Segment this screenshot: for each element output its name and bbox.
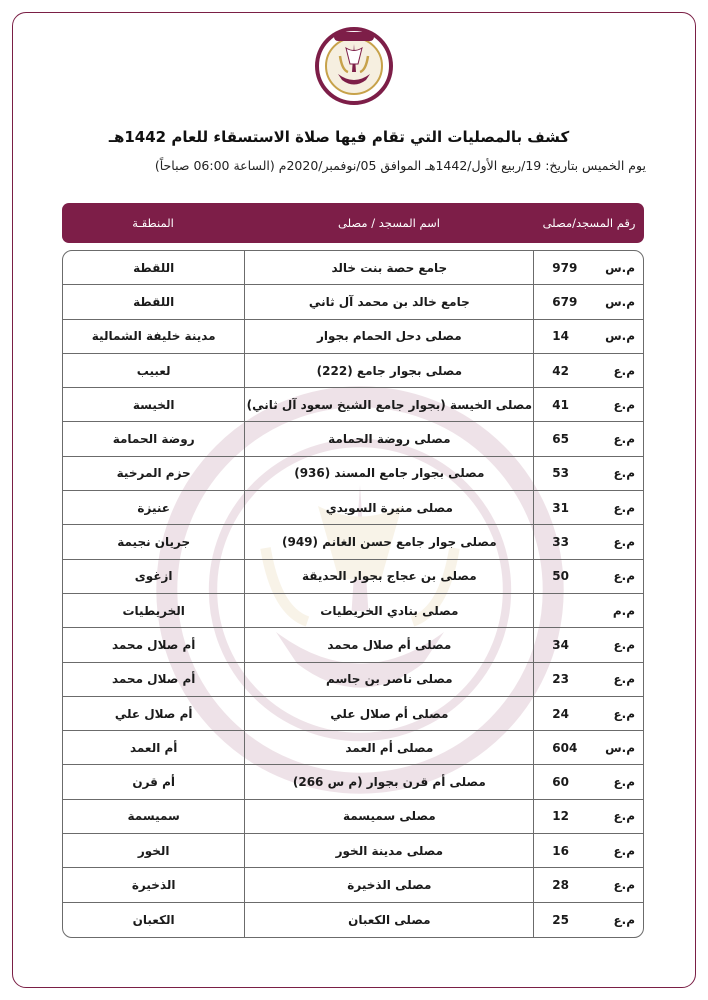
area-name: عنيزة	[137, 500, 170, 515]
table-body	[62, 250, 644, 938]
cell-id	[533, 491, 643, 524]
mosque-number: 41	[552, 397, 569, 412]
table-row	[63, 560, 643, 594]
mosque-type: م.ع	[613, 466, 635, 481]
column-header-id: رقم المسجد/مصلى	[542, 216, 636, 230]
cell-id	[533, 663, 643, 696]
cell-id	[533, 594, 643, 627]
mosque-name: جامع خالد بن محمد آل ثاني	[244, 285, 533, 318]
mosque-number: 31	[552, 500, 569, 515]
table-row	[63, 868, 643, 902]
area-name: لعبيب	[136, 363, 171, 378]
table-row	[63, 251, 643, 285]
cell-id	[533, 903, 643, 937]
mosque-type: م.ع	[613, 432, 635, 447]
mosque-name: مصلى أم العمد	[244, 731, 533, 764]
area-name: الخريطيات	[122, 603, 185, 618]
mosque-number: 34	[552, 637, 569, 652]
area-name: أم صلال محمد	[111, 637, 196, 652]
area-name: اللقطة	[133, 260, 175, 275]
mosque-number: 33	[552, 535, 569, 550]
mosque-number: 23	[552, 672, 569, 687]
table-row	[63, 422, 643, 456]
mosque-number: 53	[552, 466, 569, 481]
area-name: الكعبان	[132, 912, 175, 927]
table-row	[63, 800, 643, 834]
table-row	[63, 594, 643, 628]
cell-id	[533, 628, 643, 661]
area-name: أم العمد	[129, 740, 178, 755]
area-name: اللقطة	[133, 294, 175, 309]
table-row	[63, 903, 643, 937]
mosque-name: مصلى بن عجاج بجوار الحديقة	[244, 560, 533, 593]
mosque-name: مصلى بنادي الخريطيات	[244, 594, 533, 627]
mosque-type: م.ع	[613, 912, 635, 927]
cell-id	[533, 354, 643, 387]
mosque-name: مصلى ناصر بن جاسم	[244, 663, 533, 696]
date-subtitle: يوم الخميس بتاريخ: 19/ربيع الأول/1442هـ الموافق 05/نوفمبر/2020م (الساعة 06:00 صباحاً)	[154, 158, 646, 173]
mosque-number: 50	[552, 569, 569, 584]
mosque-name: مصلى الذخيرة	[244, 868, 533, 901]
mosque-name: مصلى أم صلال محمد	[244, 628, 533, 661]
mosque-type: م.ع	[613, 843, 635, 858]
mosque-number: 16	[552, 843, 569, 858]
cell-id	[533, 560, 643, 593]
mosque-type: م.ع	[613, 363, 635, 378]
mosque-type: م.ع	[613, 775, 635, 790]
table-header	[62, 203, 644, 243]
column-header-name: اسم المسجد / مصلى	[338, 216, 440, 230]
area-name: الخيسة	[132, 397, 175, 412]
mosque-type: م.ع	[613, 637, 635, 652]
mosque-number: 28	[552, 877, 569, 892]
mosque-type: م.ع	[613, 569, 635, 584]
mosque-number: 14	[552, 329, 569, 344]
cell-id	[533, 765, 643, 798]
mosque-name: مصلى الكعبان	[244, 903, 533, 937]
table-row	[63, 491, 643, 525]
mosque-type: م.ع	[613, 877, 635, 892]
cell-id	[533, 525, 643, 558]
area-name: حزم المرخية	[116, 466, 191, 481]
mosque-number: 65	[552, 432, 569, 447]
mosque-name: مصلى أم قرن بجوار (م س 266)	[244, 765, 533, 798]
mosque-name: مصلى الخيسة (بجوار جامع الشيخ سعود آل ثاني)	[244, 388, 533, 421]
table-row	[63, 765, 643, 799]
cell-id	[533, 731, 643, 764]
area-name: سميسمة	[127, 809, 180, 824]
mosque-type: م.س	[605, 294, 635, 309]
mosque-number: 604	[552, 740, 578, 755]
table-row	[63, 457, 643, 491]
cell-id	[533, 457, 643, 490]
area-name: مدينة خليفة الشمالية	[91, 329, 216, 344]
mosque-type: م.ع	[613, 500, 635, 515]
mosque-name: مصلى أم صلال علي	[244, 697, 533, 730]
table-row	[63, 628, 643, 662]
page-title: كشف بالمصليات التي تقام فيها صلاة الاستسقاء للعام 1442هـ	[108, 128, 570, 146]
column-header-area: المنطقـة	[132, 216, 174, 230]
table-row	[63, 320, 643, 354]
mosque-name: جامع حصة بنت خالد	[244, 251, 533, 284]
mosque-name: مصلى مدينة الخور	[244, 834, 533, 867]
cell-id	[533, 868, 643, 901]
area-name: أم قرن	[132, 775, 175, 790]
qatar-emblem-icon	[314, 26, 394, 106]
cell-id	[533, 800, 643, 833]
mosque-number: 25	[552, 912, 569, 927]
area-name: أم صلال محمد	[111, 672, 196, 687]
mosque-name: مصلى بجوار جامع المسند (936)	[244, 457, 533, 490]
table-row	[63, 285, 643, 319]
mosque-name: مصلى روضة الحمامة	[244, 422, 533, 455]
mosque-name: مصلى دحل الحمام بجوار	[244, 320, 533, 353]
cell-id	[533, 834, 643, 867]
mosque-type: م.س	[605, 329, 635, 344]
table-row	[63, 388, 643, 422]
mosque-type: م.ع	[613, 397, 635, 412]
mosque-name: مصلى جوار جامع حسن الغانم (949)	[244, 525, 533, 558]
mosque-number: 979	[552, 260, 578, 275]
mosque-name: مصلى منيرة السويدي	[244, 491, 533, 524]
table-row	[63, 354, 643, 388]
mosque-type: م.ع	[613, 706, 635, 721]
mosque-type: م.س	[605, 740, 635, 755]
area-name: جريان نجيمة	[117, 535, 191, 550]
table-row	[63, 731, 643, 765]
mosque-name: مصلى سميسمة	[244, 800, 533, 833]
area-name: ازغوى	[134, 569, 173, 584]
table-row	[63, 834, 643, 868]
area-name: الخور	[137, 843, 170, 858]
area-name: أم صلال علي	[114, 706, 193, 721]
area-name: روضة الحمامة	[112, 432, 195, 447]
area-name: الذخيرة	[131, 877, 176, 892]
cell-id	[533, 251, 643, 284]
cell-id	[533, 285, 643, 318]
mosque-number: 60	[552, 775, 569, 790]
mosque-type: م.ع	[613, 535, 635, 550]
table-row	[63, 697, 643, 731]
table-row	[63, 663, 643, 697]
mosque-type: م.س	[605, 260, 635, 275]
mosque-number: 42	[552, 363, 569, 378]
mosque-number: 24	[552, 706, 569, 721]
cell-id	[533, 388, 643, 421]
cell-id	[533, 697, 643, 730]
cell-id	[533, 422, 643, 455]
mosque-name: مصلى بجوار جامع (222)	[244, 354, 533, 387]
mosque-type: م.م	[612, 603, 635, 618]
mosque-type: م.ع	[613, 672, 635, 687]
mosque-type: م.ع	[613, 809, 635, 824]
table-row	[63, 525, 643, 559]
mosque-number: 679	[552, 294, 578, 309]
cell-id	[533, 320, 643, 353]
mosque-number: 12	[552, 809, 569, 824]
